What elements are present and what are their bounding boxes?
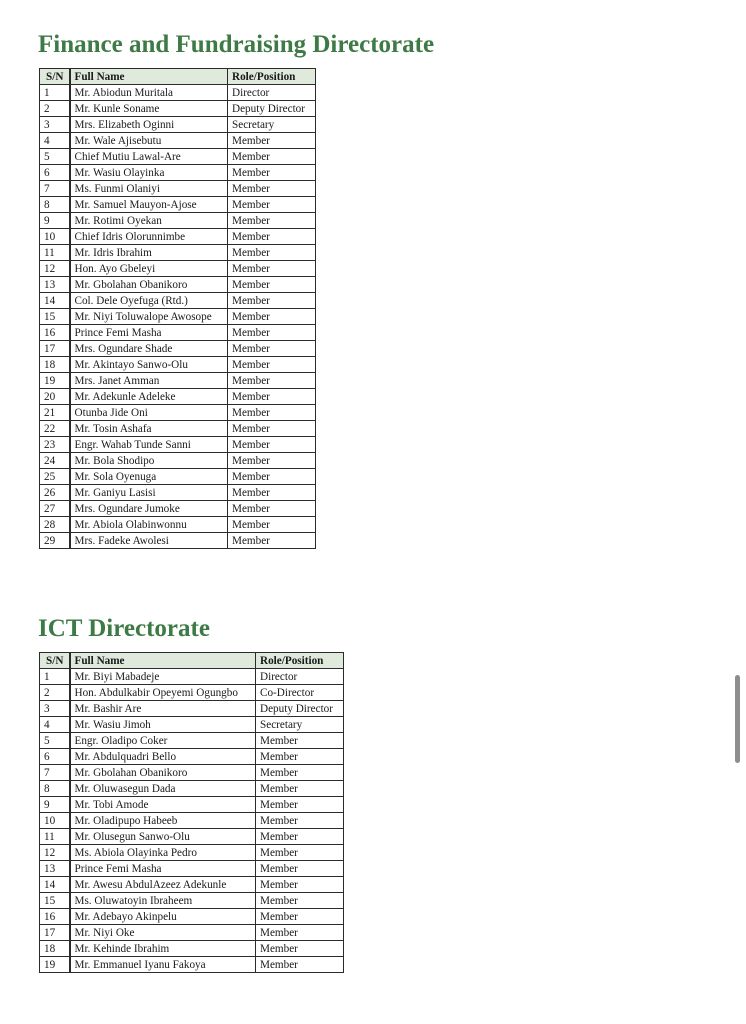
full-name-cell: Mr. Kehinde Ibrahim <box>70 941 256 957</box>
sn-cell: 25 <box>40 469 70 485</box>
role-cell: Member <box>228 533 316 549</box>
table-header-row <box>40 69 316 85</box>
table-row <box>40 85 316 101</box>
full-name-cell: Engr. Wahab Tunde Sanni <box>70 437 228 453</box>
full-name-cell: Mr. Wale Ajisebutu <box>70 133 228 149</box>
table-row <box>40 893 344 909</box>
sn-cell: 10 <box>40 229 70 245</box>
role-cell: Member <box>256 797 344 813</box>
full-name-cell: Mr. Niyi Toluwalope Awosope <box>70 309 228 325</box>
table-row <box>40 845 344 861</box>
role-cell: Member <box>228 469 316 485</box>
role-cell: Secretary <box>228 117 316 133</box>
full-name-cell: Mrs. Ogundare Jumoke <box>70 501 228 517</box>
sn-cell: 12 <box>40 261 70 277</box>
sn-cell: 19 <box>40 957 70 973</box>
table-row <box>40 325 316 341</box>
vertical-scrollbar[interactable] <box>735 675 740 763</box>
full-name-cell: Mr. Oladipupo Habeeb <box>70 813 256 829</box>
sn-cell: 13 <box>40 861 70 877</box>
table-row <box>40 165 316 181</box>
sn-cell: 28 <box>40 517 70 533</box>
role-cell: Member <box>228 165 316 181</box>
table-row <box>40 797 344 813</box>
table-row <box>40 261 316 277</box>
role-cell: Member <box>256 813 344 829</box>
table-row <box>40 861 344 877</box>
sn-cell: 12 <box>40 845 70 861</box>
table-row <box>40 669 344 685</box>
role-cell: Member <box>228 389 316 405</box>
table-header-row <box>40 653 344 669</box>
role-cell: Member <box>228 421 316 437</box>
table-row <box>40 941 344 957</box>
role-cell: Member <box>228 133 316 149</box>
table-row <box>40 293 316 309</box>
table-row <box>40 277 316 293</box>
table-row <box>40 829 344 845</box>
full-name-cell: Mr. Idris Ibrahim <box>70 245 228 261</box>
role-cell: Member <box>256 941 344 957</box>
table-row <box>40 685 344 701</box>
full-name-cell: Mr. Ganiyu Lasisi <box>70 485 228 501</box>
full-name-cell: Mr. Tobi Amode <box>70 797 256 813</box>
role-cell: Member <box>228 181 316 197</box>
full-name-cell: Mr. Wasiu Jimoh <box>70 717 256 733</box>
sn-cell: 26 <box>40 485 70 501</box>
table-row <box>40 341 316 357</box>
role-cell: Member <box>228 485 316 501</box>
table-row <box>40 357 316 373</box>
role-cell: Member <box>256 765 344 781</box>
sn-cell: 1 <box>40 85 70 101</box>
sn-cell: 5 <box>40 733 70 749</box>
full-name-cell: Mr. Adekunle Adeleke <box>70 389 228 405</box>
sn-cell: 2 <box>40 101 70 117</box>
table-row <box>40 389 316 405</box>
full-name-cell: Mr. Abiodun Muritala <box>70 85 228 101</box>
role-cell: Deputy Director <box>228 101 316 117</box>
full-name-cell: Mr. Samuel Mauyon-Ajose <box>70 197 228 213</box>
role-cell: Member <box>228 309 316 325</box>
sn-cell: 7 <box>40 181 70 197</box>
full-name-cell: Chief Mutiu Lawal-Are <box>70 149 228 165</box>
role-cell: Co-Director <box>256 685 344 701</box>
table-row <box>40 149 316 165</box>
table-row <box>40 781 344 797</box>
sn-cell: 6 <box>40 165 70 181</box>
finance-directorate-table <box>39 68 316 549</box>
ict-directorate-title: ICT Directorate <box>38 615 210 642</box>
sn-cell: 10 <box>40 813 70 829</box>
table-row <box>40 197 316 213</box>
role-cell: Member <box>228 357 316 373</box>
full-name-cell: Mr. Adebayo Akinpelu <box>70 909 256 925</box>
role-cell: Member <box>228 149 316 165</box>
table-row <box>40 453 316 469</box>
role-cell: Director <box>256 669 344 685</box>
full-name-cell: Mr. Oluwasegun Dada <box>70 781 256 797</box>
table-row <box>40 909 344 925</box>
table-row <box>40 117 316 133</box>
full-name-cell: Mr. Gbolahan Obanikoro <box>70 277 228 293</box>
role-cell: Member <box>228 325 316 341</box>
table-row <box>40 877 344 893</box>
full-name-cell: Col. Dele Oyefuga (Rtd.) <box>70 293 228 309</box>
full-name-cell: Hon. Abdulkabir Opeyemi Ogungbo <box>70 685 256 701</box>
table-row <box>40 469 316 485</box>
role-cell: Member <box>228 245 316 261</box>
table-row <box>40 405 316 421</box>
full-name-cell: Mr. Bola Shodipo <box>70 453 228 469</box>
full-name-cell: Mr. Gbolahan Obanikoro <box>70 765 256 781</box>
sn-cell: 18 <box>40 941 70 957</box>
role-cell: Member <box>256 861 344 877</box>
sn-cell: 20 <box>40 389 70 405</box>
table-row <box>40 501 316 517</box>
sn-cell: 3 <box>40 701 70 717</box>
table-row <box>40 957 344 973</box>
role-cell: Deputy Director <box>256 701 344 717</box>
role-cell: Member <box>256 925 344 941</box>
role-cell: Member <box>256 733 344 749</box>
full-name-cell: Hon. Ayo Gbeleyi <box>70 261 228 277</box>
ict-table-body <box>40 669 344 973</box>
role-cell: Member <box>256 749 344 765</box>
sn-cell: 15 <box>40 893 70 909</box>
sn-cell: 14 <box>40 293 70 309</box>
role-cell: Member <box>228 261 316 277</box>
table-row <box>40 517 316 533</box>
full-name-cell: Mrs. Janet Amman <box>70 373 228 389</box>
sn-cell: 4 <box>40 717 70 733</box>
role-cell: Secretary <box>256 717 344 733</box>
full-name-column-header: Full Name <box>70 653 256 669</box>
table-row <box>40 213 316 229</box>
finance-table-body <box>40 85 316 549</box>
sn-cell: 15 <box>40 309 70 325</box>
table-row <box>40 925 344 941</box>
sn-cell: 18 <box>40 357 70 373</box>
table-row <box>40 181 316 197</box>
sn-cell: 21 <box>40 405 70 421</box>
role-cell: Director <box>228 85 316 101</box>
table-row <box>40 437 316 453</box>
role-cell: Member <box>228 213 316 229</box>
sn-cell: 11 <box>40 829 70 845</box>
full-name-cell: Mr. Bashir Are <box>70 701 256 717</box>
full-name-cell: Mr. Abiola Olabinwonnu <box>70 517 228 533</box>
sn-cell: 5 <box>40 149 70 165</box>
role-cell: Member <box>256 957 344 973</box>
full-name-cell: Ms. Oluwatoyin Ibraheem <box>70 893 256 909</box>
sn-cell: 9 <box>40 213 70 229</box>
role-cell: Member <box>228 453 316 469</box>
sn-cell: 23 <box>40 437 70 453</box>
full-name-cell: Mrs. Ogundare Shade <box>70 341 228 357</box>
role-cell: Member <box>228 341 316 357</box>
table-row <box>40 701 344 717</box>
table-row <box>40 373 316 389</box>
role-cell: Member <box>228 197 316 213</box>
table-row <box>40 733 344 749</box>
table-row <box>40 717 344 733</box>
role-cell: Member <box>256 877 344 893</box>
sn-cell: 17 <box>40 341 70 357</box>
full-name-cell: Mr. Niyi Oke <box>70 925 256 941</box>
role-cell: Member <box>228 293 316 309</box>
sn-column-header: S/N <box>40 69 70 85</box>
full-name-cell: Mrs. Elizabeth Oginni <box>70 117 228 133</box>
table-row <box>40 309 316 325</box>
sn-cell: 17 <box>40 925 70 941</box>
role-cell: Member <box>256 829 344 845</box>
full-name-column-header: Full Name <box>70 69 228 85</box>
sn-cell: 3 <box>40 117 70 133</box>
sn-cell: 22 <box>40 421 70 437</box>
table-row <box>40 533 316 549</box>
role-cell: Member <box>228 517 316 533</box>
sn-cell: 2 <box>40 685 70 701</box>
full-name-cell: Mr. Biyi Mabadeje <box>70 669 256 685</box>
table-row <box>40 229 316 245</box>
full-name-cell: Otunba Jide Oni <box>70 405 228 421</box>
full-name-cell: Mr. Tosin Ashafa <box>70 421 228 437</box>
full-name-cell: Prince Femi Masha <box>70 325 228 341</box>
full-name-cell: Ms. Funmi Olaniyi <box>70 181 228 197</box>
full-name-cell: Mr. Awesu AbdulAzeez Adekunle <box>70 877 256 893</box>
full-name-cell: Chief Idris Olorunnimbe <box>70 229 228 245</box>
role-cell: Member <box>228 405 316 421</box>
role-cell: Member <box>228 373 316 389</box>
table-row <box>40 421 316 437</box>
sn-column-header: S/N <box>40 653 70 669</box>
sn-cell: 29 <box>40 533 70 549</box>
sn-cell: 6 <box>40 749 70 765</box>
sn-cell: 27 <box>40 501 70 517</box>
role-cell: Member <box>256 909 344 925</box>
table-row <box>40 813 344 829</box>
table-row <box>40 765 344 781</box>
full-name-cell: Mr. Akintayo Sanwo-Olu <box>70 357 228 373</box>
role-cell: Member <box>228 277 316 293</box>
full-name-cell: Ms. Abiola Olayinka Pedro <box>70 845 256 861</box>
table-row <box>40 749 344 765</box>
sn-cell: 9 <box>40 797 70 813</box>
sn-cell: 1 <box>40 669 70 685</box>
full-name-cell: Engr. Oladipo Coker <box>70 733 256 749</box>
table-row <box>40 101 316 117</box>
sn-cell: 16 <box>40 909 70 925</box>
sn-cell: 11 <box>40 245 70 261</box>
role-cell: Member <box>228 229 316 245</box>
role-cell: Member <box>256 845 344 861</box>
role-cell: Member <box>228 501 316 517</box>
ict-directorate-table <box>39 652 344 973</box>
sn-cell: 8 <box>40 197 70 213</box>
table-row <box>40 485 316 501</box>
full-name-cell: Mr. Emmanuel Iyanu Fakoya <box>70 957 256 973</box>
role-cell: Member <box>256 781 344 797</box>
full-name-cell: Mr. Abdulquadri Bello <box>70 749 256 765</box>
sn-cell: 16 <box>40 325 70 341</box>
role-cell: Member <box>256 893 344 909</box>
finance-directorate-title: Finance and Fundraising Directorate <box>38 31 435 58</box>
sn-cell: 7 <box>40 765 70 781</box>
sn-cell: 4 <box>40 133 70 149</box>
full-name-cell: Prince Femi Masha <box>70 861 256 877</box>
table-row <box>40 133 316 149</box>
role-column-header: Role/Position <box>256 653 344 669</box>
role-cell: Member <box>228 437 316 453</box>
full-name-cell: Mr. Rotimi Oyekan <box>70 213 228 229</box>
sn-cell: 8 <box>40 781 70 797</box>
full-name-cell: Mr. Sola Oyenuga <box>70 469 228 485</box>
sn-cell: 13 <box>40 277 70 293</box>
role-column-header: Role/Position <box>228 69 316 85</box>
sn-cell: 19 <box>40 373 70 389</box>
full-name-cell: Mr. Olusegun Sanwo-Olu <box>70 829 256 845</box>
full-name-cell: Mrs. Fadeke Awolesi <box>70 533 228 549</box>
sn-cell: 14 <box>40 877 70 893</box>
table-row <box>40 245 316 261</box>
sn-cell: 24 <box>40 453 70 469</box>
full-name-cell: Mr. Kunle Soname <box>70 101 228 117</box>
full-name-cell: Mr. Wasiu Olayinka <box>70 165 228 181</box>
